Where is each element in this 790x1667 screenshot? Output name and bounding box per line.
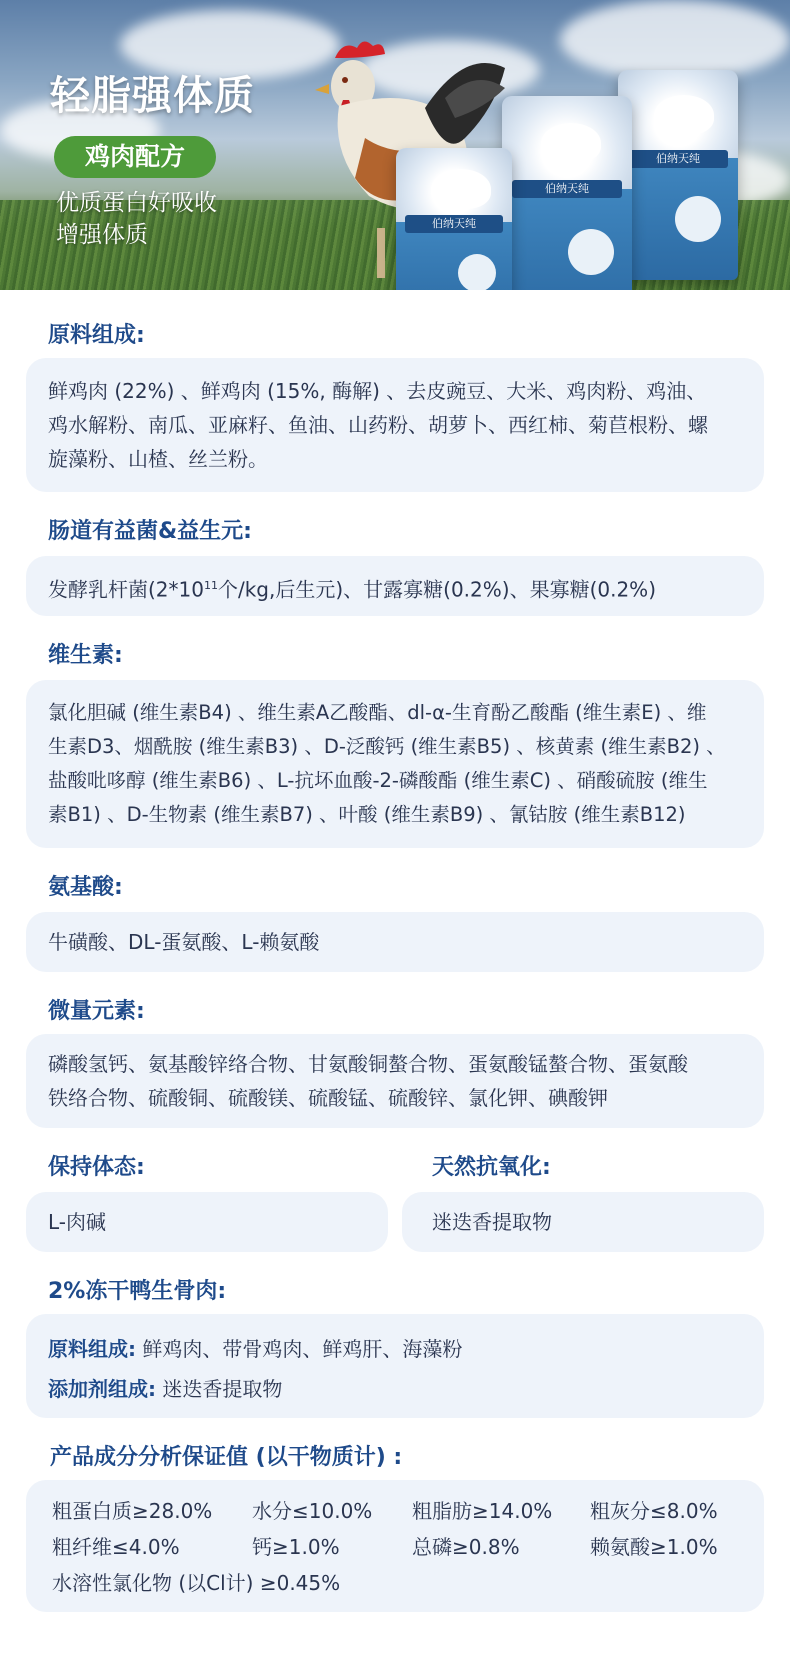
vitamins-card [26,680,764,848]
probiotics-card [26,556,764,616]
freeze-dried-additives-label: 添加剂组成: [48,1377,156,1401]
vitamins-line: 盐酸吡哆醇 (维生素B6) 、L-抗坏血酸-2-磷酸酯 (维生素C) 、硝酸硫胺 (维生 [48,769,708,792]
formula-badge: 鸡肉配方 [54,136,216,178]
analysis-item: 粗蛋白质≥28.0% [52,1499,213,1523]
bag-brand-label: 伯纳天纯 [512,180,621,198]
ingredients-line: 旋藻粉、山楂、丝兰粉。 [48,447,268,471]
section-heading-freeze-dried: 2%冻干鸭生骨肉: [48,1279,227,1304]
section-heading-analysis: 产品成分分析保证值 (以干物质计) : [50,1445,403,1470]
antioxidant-text: 迷迭香提取物 [432,1210,552,1234]
freeze-dried-card [26,1314,764,1418]
freeze-dried-ingredients-label: 原料组成: [48,1337,136,1361]
section-heading-trace-elements: 微量元素: [48,999,145,1024]
probiotics-exponent: 11 [203,579,218,592]
hero-subtitle-2: 增强体质 [56,222,148,248]
freeze-dried-ingredients [48,1329,742,1369]
analysis-item: 水分≤10.0% [252,1499,373,1523]
vitamins-line: 生素D3、烟酰胺 (维生素B3) 、D-泛酸钙 (维生素B5) 、核黄素 (维生素B2) 、 [48,735,726,758]
hero-title: 轻脂强体质 [50,73,255,119]
section-heading-body-shape: 保持体态: [48,1155,145,1180]
freeze-dried-additives-text: 迷迭香提取物 [162,1377,283,1401]
trace-elements-line: 磷酸氢钙、氨基酸锌络合物、甘氨酸铜螯合物、蛋氨酸锰螯合物、蛋氨酸 [48,1052,688,1076]
probiotics-text-pre: 发酵乳杆菌(2*10 [48,577,204,602]
product-bag-medium [502,96,632,290]
amino-acids-card [26,912,764,972]
freeze-dried-ingredients-text: 鲜鸡肉、带骨鸡肉、鲜鸡肝、海藻粉 [142,1337,463,1361]
section-heading-probiotics: 肠道有益菌&益生元: [48,519,252,544]
section-heading-vitamins: 维生素: [48,643,123,668]
antioxidant-card [402,1192,764,1252]
analysis-card [26,1480,764,1612]
analysis-item: 粗脂肪≥14.0% [412,1499,553,1523]
analysis-item: 水溶性氯化物 (以Cl计) ≥0.45% [52,1571,341,1595]
body-shape-card [26,1192,388,1252]
section-heading-ingredients: 原料组成: [48,323,145,348]
analysis-item: 钙≥1.0% [252,1535,340,1559]
bag-brand-label: 伯纳天纯 [628,150,729,168]
ingredients-card [26,358,764,492]
body-shape-text: L-肉碱 [48,1210,107,1234]
freeze-dried-additives [48,1369,742,1409]
ingredients-line: 鸡水解粉、南瓜、亚麻籽、鱼油、山药粉、胡萝卜、西红柿、菊苣根粉、螺 [48,413,708,437]
section-heading-antioxidant: 天然抗氧化: [432,1155,551,1180]
hero-subtitle-1: 优质蛋白好吸收 [56,190,217,216]
vitamins-line: 素B1) 、D-生物素 (维生素B7) 、叶酸 (维生素B9) 、氰钴胺 (维生素B12) [48,803,686,826]
ingredients-line: 鲜鸡肉 (22%) 、鲜鸡肉 (15%, 酶解) 、去皮豌豆、大米、鸡肉粉、鸡油、 [48,379,707,403]
product-bag-small [396,148,512,290]
analysis-item: 赖氨酸≥1.0% [590,1535,718,1559]
hero-banner [0,0,790,290]
amino-acids-text: 牛磺酸、DL-蛋氨酸、L-赖氨酸 [48,930,320,954]
analysis-item: 粗纤维≤4.0% [52,1535,180,1559]
trace-elements-line: 铁络合物、硫酸铜、硫酸镁、硫酸锰、硫酸锌、氯化钾、碘酸钾 [48,1086,608,1110]
product-bag-large [618,70,738,280]
bag-brand-label: 伯纳天纯 [405,215,502,233]
probiotics-text [48,569,742,607]
vitamins-line: 氯化胆碱 (维生素B4) 、维生素A乙酸酯、dl-α-生育酚乙酸酯 (维生素E) 、维 [48,701,707,724]
section-heading-amino-acids: 氨基酸: [48,875,123,900]
analysis-item: 粗灰分≤8.0% [590,1499,718,1523]
probiotics-text-post: 个/kg,后生元)、甘露寡糖(0.2%)、果寡糖(0.2%) [217,577,656,602]
analysis-item: 总磷≥0.8% [412,1535,520,1559]
trace-elements-card [26,1034,764,1128]
